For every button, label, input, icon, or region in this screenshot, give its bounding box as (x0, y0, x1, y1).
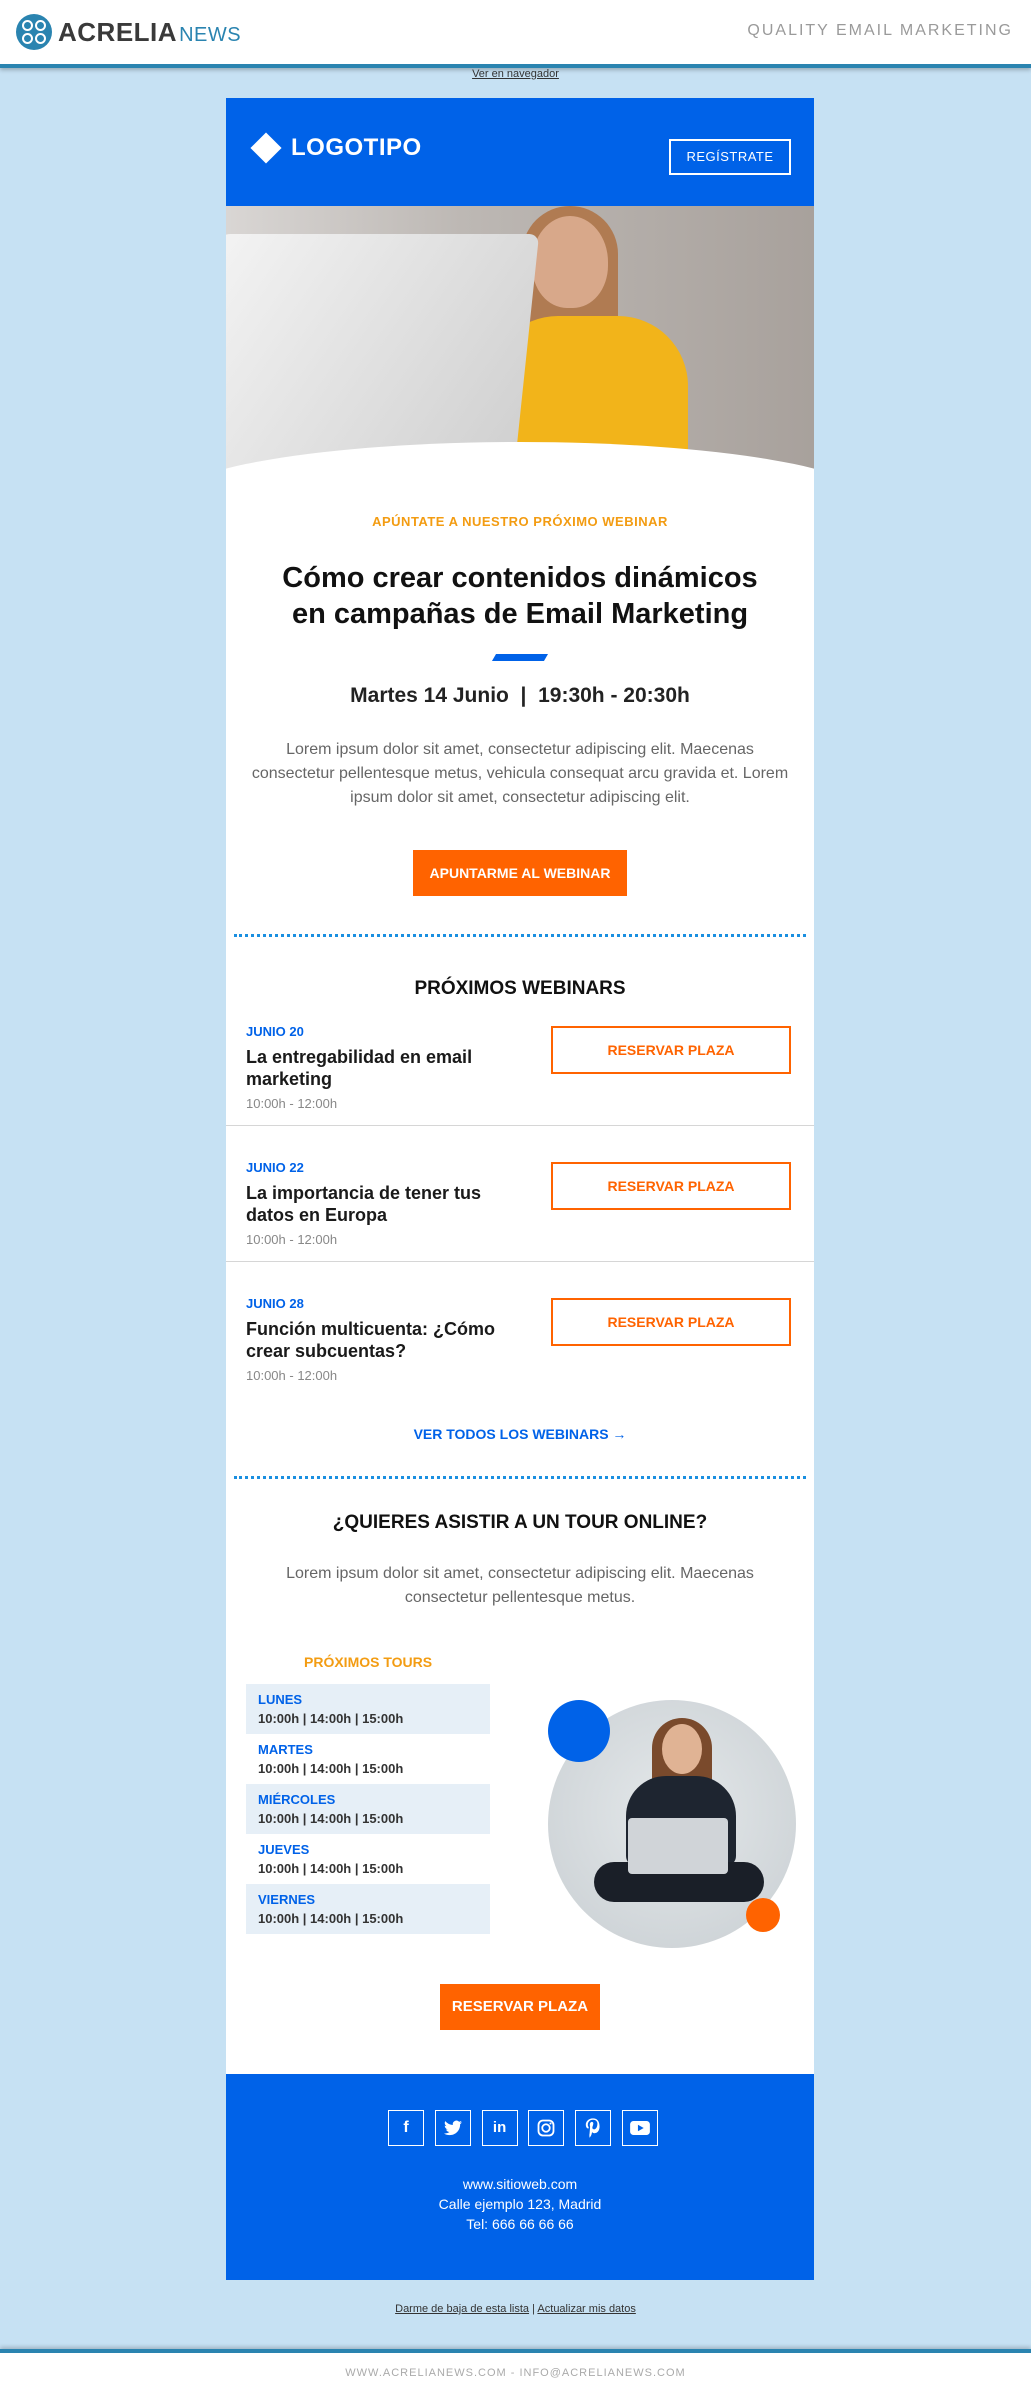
brand-name: ACRELIA NEWS (58, 16, 242, 47)
tour-day-times: 10:00h | 14:00h | 15:00h (258, 1711, 404, 1726)
webinar-row-date: JUNIO 22 (246, 1160, 304, 1175)
upcoming-webinars-title: PRÓXIMOS WEBINARS (414, 978, 626, 999)
tour-day-times: 10:00h | 14:00h | 15:00h (258, 1811, 404, 1826)
tour-day (246, 1834, 490, 1884)
email-header (226, 98, 814, 206)
diamond-icon (250, 132, 281, 163)
link-separator: | (529, 2303, 538, 2315)
footer-address: Calle ejemplo 123, Madrid (438, 2196, 602, 2212)
laptop-image (226, 234, 539, 472)
webinar-row (226, 1012, 814, 1148)
linkedin-icon[interactable]: in (482, 2110, 518, 2146)
brand-logo[interactable] (16, 14, 241, 50)
webinar-intro: Lorem ipsum dolor sit amet, consectetur adipiscing elit. Maecenas consectetur pellentesque metus, vehicula consequat arcu gravida et. Lorem ipsum dolor sit amet, consectetur adipiscing elit. (251, 741, 789, 806)
webinar-row-title: La entregabilidad en email marketing (246, 1047, 473, 1089)
brand-mark-icon (16, 14, 52, 50)
tour-day (246, 1784, 490, 1834)
webinar-row-date: JUNIO 28 (246, 1296, 304, 1311)
instagram-icon[interactable] (528, 2110, 564, 2146)
unsubscribe-bar (0, 2303, 1031, 2315)
footer-phone: Tel: 666 66 66 66 (466, 2216, 574, 2232)
accent-divider (492, 654, 548, 661)
youtube-icon[interactable] (622, 2110, 658, 2146)
tour-day (246, 1734, 490, 1784)
reserve-seat-button[interactable]: RESERVAR PLAZA (551, 1026, 791, 1074)
footer-website[interactable]: www.sitioweb.com (462, 2176, 578, 2192)
webinar-row-time: 10:00h - 12:00h (246, 1232, 338, 1247)
update-data-link[interactable]: Actualizar mis datos (537, 2303, 636, 2315)
tour-day-times: 10:00h | 14:00h | 15:00h (258, 1861, 404, 1876)
hero-image (226, 206, 814, 472)
tour-day-name: VIERNES (258, 1892, 316, 1907)
tour-day-name: MARTES (258, 1742, 313, 1757)
row-divider (226, 1261, 814, 1262)
unsubscribe-link[interactable]: Darme de baja de esta lista (395, 2303, 530, 2315)
tour-day (246, 1884, 490, 1934)
webinar-row-title: La importancia de tener tus datos en Europa (246, 1183, 482, 1225)
top-bar (0, 0, 1031, 68)
webinar-row (226, 1284, 814, 1420)
tour-day-name: MIÉRCOLES (258, 1792, 336, 1807)
brand-tagline: QUALITY EMAIL MARKETING (747, 22, 1013, 39)
see-all-webinars-link[interactable]: VER TODOS LOS WEBINARS → (413, 1426, 627, 1442)
register-button[interactable]: REGÍSTRATE (669, 139, 791, 175)
social-links (388, 2110, 658, 2148)
tour-day-times: 10:00h | 14:00h | 15:00h (258, 1761, 404, 1776)
reserve-seat-button[interactable]: RESERVAR PLAZA (551, 1162, 791, 1210)
tour-day-times: 10:00h | 14:00h | 15:00h (258, 1911, 404, 1926)
bottom-contact: WWW.ACRELIANEWS.COM - INFO@ACRELIANEWS.COM (345, 2367, 686, 2379)
facebook-icon[interactable]: f (388, 2110, 424, 2146)
decorative-blue-circle (548, 1700, 610, 1762)
join-webinar-button[interactable]: APUNTARME AL WEBINAR (413, 850, 627, 896)
logo-text: LOGOTIPO (291, 134, 422, 161)
tour-day (246, 1684, 490, 1734)
dotted-divider (234, 934, 806, 937)
view-in-browser-link[interactable]: Ver en navegador (472, 68, 559, 80)
reserve-seat-button[interactable]: RESERVAR PLAZA (551, 1298, 791, 1346)
email-footer (226, 2074, 814, 2280)
webinar-row-date: JUNIO 20 (246, 1024, 304, 1039)
row-divider (226, 1125, 814, 1126)
tour-day-name: LUNES (258, 1692, 303, 1707)
email-card (226, 98, 814, 2280)
tour-text: Lorem ipsum dolor sit amet, consectetur adipiscing elit. Maecenas consectetur pellentesque metus. (286, 1565, 754, 1606)
webinar-row-time: 10:00h - 12:00h (246, 1096, 338, 1111)
email-logo (251, 134, 422, 162)
twitter-icon[interactable] (435, 2110, 471, 2146)
webinar-row (226, 1148, 814, 1284)
upcoming-tours-label: PRÓXIMOS TOURS (304, 1654, 433, 1670)
tour-day-name: JUEVES (258, 1842, 310, 1857)
webinar-row-time: 10:00h - 12:00h (246, 1368, 338, 1383)
webinar-date: Martes 14 Junio | 19:30h - 20:30h (350, 684, 690, 707)
reserve-tour-button[interactable]: RESERVAR PLAZA (440, 1984, 600, 2030)
bottom-bar (0, 2349, 1031, 2393)
webinar-title: Cómo crear contenidos dinámicos en campañas de Email Marketing (282, 562, 758, 630)
tour-title: ¿QUIERES ASISTIR A UN TOUR ONLINE? (332, 1512, 708, 1533)
dotted-divider (234, 1476, 806, 1479)
webinar-row-title: Función multicuenta: ¿Cómo crear subcuentas? (246, 1319, 495, 1361)
pinterest-icon[interactable] (575, 2110, 611, 2146)
decorative-orange-circle (746, 1898, 780, 1932)
webinar-eyebrow: APÚNTATE A NUESTRO PRÓXIMO WEBINAR (372, 514, 668, 529)
